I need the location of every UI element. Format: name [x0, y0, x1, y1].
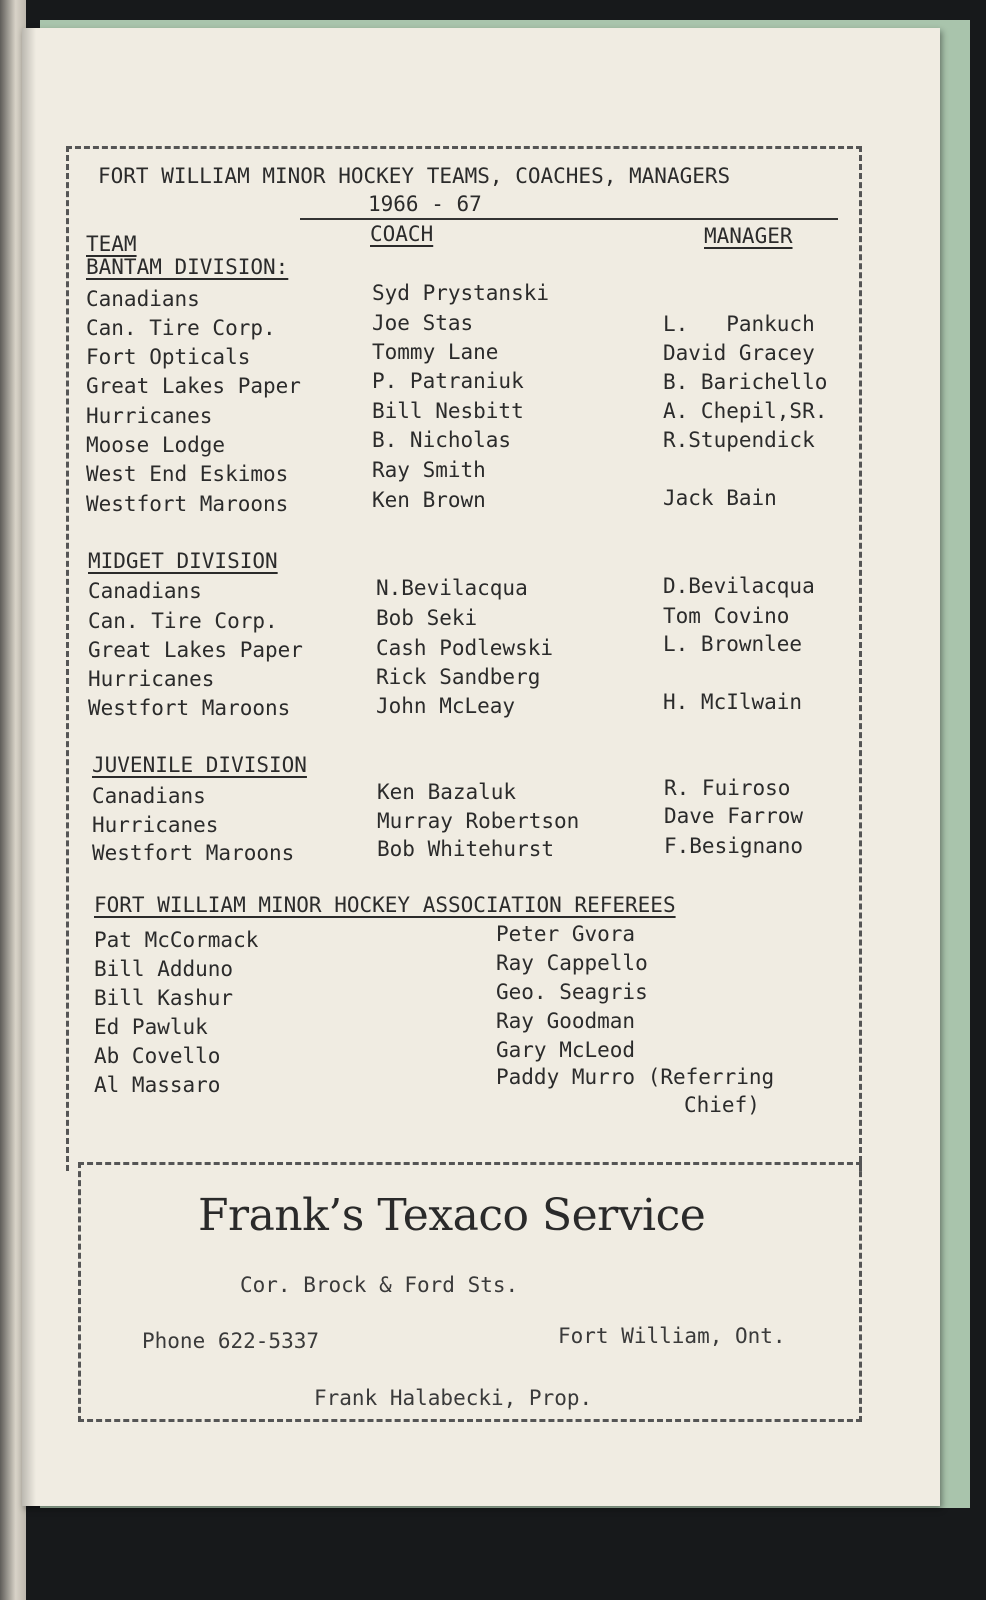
midget-manager: H. McIlwain: [663, 690, 803, 714]
juvenile-team: Canadians: [92, 784, 206, 808]
bantam-manager: B. Barichello: [663, 370, 828, 394]
binding-shadow: [22, 28, 36, 1506]
juvenile-manager: F.Besignano: [664, 834, 804, 858]
bantam-team: Moose Lodge: [86, 433, 226, 457]
midget-team: Hurricanes: [88, 667, 215, 691]
bantam-coach: Tommy Lane: [372, 340, 499, 364]
midget-coach: Rick Sandberg: [376, 665, 541, 689]
bantam-coach: Joe Stas: [372, 311, 474, 335]
juvenile-team: Hurricanes: [92, 813, 219, 837]
referee-name: Ed Pawluk: [94, 1015, 208, 1039]
referees-heading: FORT WILLIAM MINOR HOCKEY ASSOCIATION REFEREES: [94, 893, 676, 917]
ad-phone: Phone 622-5337: [142, 1329, 320, 1353]
referee-name: Ab Covello: [94, 1044, 221, 1068]
header-rule: [300, 218, 838, 220]
bantam-manager: R.Stupendick: [663, 428, 815, 452]
midget-team: Can. Tire Corp.: [88, 609, 278, 633]
bantam-manager: L. Pankuch: [663, 312, 815, 336]
midget-team: Canadians: [88, 579, 202, 603]
referee-name: Peter Gvora: [496, 922, 636, 946]
col-team-heading: TEAM: [86, 232, 137, 256]
bantam-team: Canadians: [86, 287, 200, 311]
bantam-coach: P. Patraniuk: [372, 369, 524, 393]
ad-owner: Frank Halabecki, Prop.: [314, 1386, 593, 1410]
bantam-team: Westfort Maroons: [86, 492, 289, 516]
bantam-coach: Ray Smith: [372, 458, 486, 482]
ad-city: Fort William, Ont.: [558, 1324, 786, 1348]
bantam-team: Can. Tire Corp.: [86, 316, 276, 340]
bantam-team: West End Eskimos: [86, 462, 289, 486]
bantam-team: Hurricanes: [86, 404, 213, 428]
midget-manager: Tom Covino: [663, 604, 790, 628]
juvenile-manager: R. Fuiroso: [664, 776, 791, 800]
juvenile-coach: Murray Robertson: [377, 809, 580, 833]
bantam-coach: Bill Nesbitt: [372, 399, 524, 423]
referee-name: Al Massaro: [94, 1073, 221, 1097]
midget-coach: Cash Podlewski: [376, 636, 554, 660]
bantam-coach: Ken Brown: [372, 488, 486, 512]
bantam-coach: B. Nicholas: [372, 428, 512, 452]
ad-address: Cor. Brock & Ford Sts.: [240, 1273, 519, 1297]
ad-business-name: Frank’s Texaco Service: [198, 1190, 706, 1241]
season: 1966 - 67: [368, 192, 482, 216]
midget-coach: Bob Seki: [376, 606, 478, 630]
bantam-manager: David Gracey: [663, 341, 815, 365]
bantam-heading: BANTAM DIVISION:: [86, 255, 289, 279]
referee-name: Gary McLeod: [496, 1038, 636, 1062]
midget-team: Westfort Maroons: [88, 696, 291, 720]
juvenile-manager: Dave Farrow: [664, 804, 804, 828]
referee-name: Paddy Murro (Referring: [496, 1065, 775, 1089]
referee-name: Ray Cappello: [496, 951, 648, 975]
bantam-manager: A. Chepil,SR.: [663, 399, 828, 423]
midget-coach: John McLeay: [376, 694, 516, 718]
referee-name: Bill Kashur: [94, 986, 234, 1010]
referee-name: Geo. Seagris: [496, 980, 648, 1004]
midget-manager: D.Bevilacqua: [663, 574, 815, 598]
midget-manager: L. Brownlee: [663, 632, 803, 656]
referee-name: Bill Adduno: [94, 957, 234, 981]
midget-coach: N.Bevilacqua: [376, 576, 528, 600]
juvenile-heading: JUVENILE DIVISION: [92, 753, 307, 777]
bantam-team: Great Lakes Paper: [86, 374, 301, 398]
midget-team: Great Lakes Paper: [88, 638, 303, 662]
referee-note: Chief): [684, 1093, 760, 1117]
bantam-team: Fort Opticals: [86, 345, 251, 369]
referee-name: Pat McCormack: [94, 928, 259, 952]
bantam-manager: Jack Bain: [663, 486, 777, 510]
col-manager-heading: MANAGER: [704, 224, 793, 248]
juvenile-coach: Ken Bazaluk: [377, 780, 517, 804]
bantam-coach: Syd Prystanski: [372, 281, 550, 305]
referee-name: Ray Goodman: [496, 1009, 636, 1033]
page-title: FORT WILLIAM MINOR HOCKEY TEAMS, COACHES, MANAGERS: [98, 164, 731, 188]
midget-heading: MIDGET DIVISION: [88, 549, 278, 573]
juvenile-coach: Bob Whitehurst: [377, 837, 555, 861]
juvenile-team: Westfort Maroons: [92, 841, 295, 865]
col-coach-heading: COACH: [370, 222, 434, 246]
